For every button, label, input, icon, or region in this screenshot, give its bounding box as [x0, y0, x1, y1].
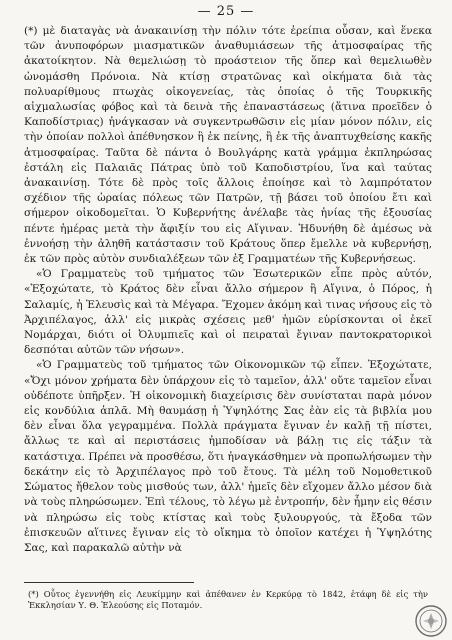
main-text: [24, 24, 432, 556]
page-number: — 25 —: [197, 4, 255, 19]
library-stamp-icon: [414, 604, 448, 638]
paragraph-1: (*) μὲ διαταγὰς νὰ ἀνακαινίσῃ τὴν πόλιν τότε ἐρείπια οὖσαν, καὶ ἕνεκα τῶν ἀνυποφόρων μιασματικῶν ἀναθυμιάσεων τῆς ἀτμοσφαίρας τῆς ἀκατοίκητον. Νὰ θεμελιώσῃ τὸ προάστειον τῆς ὅπερ καὶ θεμελιωθὲν ὠνομάσθη Πρόνοια. Νὰ κτίσῃ στρατῶνας καὶ οἰκήματα διὰ τὰς πολυαρίθμους πτωχὰς οἰκογενείας, τὰς ὁποίας ὁ τῆς Τουρκικῆς αἰχμαλωσίας φόβος καὶ τὰ δεινὰ τῆς ἐπαναστάσεως (ἅτινα προεῖδεν ὁ Καποδίστριας) ἠνάγκασαν νὰ συγκεντρωθῶσιν εἰς μίαν μόνον πόλιν, εἰς τὴν ὁποίαν πολλοὶ ἀπέθνησκον ἢ ἐκ πείνης, ἢ ἐκ τῆς ἀναπτυχθείσης κακῆς ἀτμοσφαίρας. Ταῦτα δὲ πάντα ὁ Βουλγάρης κατὰ γράμμα ἐκπληρώσας ἐστάλη εἰς Παλαιᾶς Πάτρας ὑπὸ τοῦ Καποδιστρίου, ἵνα καὶ ταύτας ἀνακαινίσῃ. Τότε δὲ πρὸς τοῖς ἄλλοις ἐποίησε καὶ τὸ λαμπρότατον σχέδιον τῆς ὡραίας πόλεως τῶν Πατρῶν, τῇ βάσει τοῦ ὁποίου ἔτι καὶ σήμερον οἰκοδομεῖται. Ὁ Κυβερνήτης ἀνέλαβε τὰς ἡνίας τῆς ἐξουσίας πέντε ἡμέρας μετὰ τὴν ἄφιξίν του εἰς Αἴγιναν. Ἠδυνήθη δὲ ἀμέσως νὰ ἐννοήσῃ τὴν ἀληθῆ κατάστασιν τοῦ Κράτους ὅπερ ἔμελλε νὰ κυβερνήσῃ, ἐκ τῶν πρὸς αὐτὸν συνδιαλέξεων τῶν ἐξ Γραμματέων τῆς Κυβερνήσεως.: [24, 25, 432, 266]
paragraph-2: «Ὁ Γραμματεὺς τοῦ τμήματος τῶν Ἐσωτερικῶν εἶπε πρὸς αὐτόν, «Ἐξοχώτατε, τὸ Κράτος δὲν εἶναι ἄλλο σήμερον ἢ Αἴγινα, ὁ Πόρος, ἡ Σαλαμίς, ἡ Ἐλευσὶς καὶ τὰ Μέγαρα. Ἔχομεν ἀκόμη καὶ τινας νήσους εἰς τὸ Ἀρχιπέλαγος, ἀλλ' εἰς μικρὰς σχέσεις μεθ' ἡμῶν εὑρίσκονται οἱ ἐκεῖ Νομάρχαι, διότι οἱ Ὀλυμπιεῖς καὶ οἱ πειραταὶ ἔγιναν παντοκρατορικοὶ δεσπόται αὐτῶν τῶν νήσων».: [24, 268, 432, 357]
paragraph-3: «Ὁ Γραμματεὺς τοῦ τμήματος τῶν Οἰκονομικῶν τῷ εἶπεν. Ἐξοχώτατε, «Ὄχι μόνον χρήματα δὲν ὑπάρχουν εἰς τὸ ταμεῖον, ἀλλ' οὔτε ταμεῖον εἶναι οὐδέποτε ὑπῆρξεν. Ἡ οἰκονομικὴ διαχείρισις δὲν συνίσταται παρὰ μόνον εἰς κονδύλια ἁπλᾶ. Μὴ θαυμάσῃ ἡ Ὑψηλότης Σας ἐὰν εἰς τὰ βιβλία μου δὲν εἶναι ὅλα γεγραμμένα. Πολλὰ πράγματα ἔγιναν ἐν καλῇ τῇ πίστει, ἄλλως τε καὶ αἱ περιστάσεις ἠμποδίσαν νὰ βάλῃ τις εἰς τάξιν τὰ κατάστιχα. Πρέπει νὰ προσθέσω, ὅτι ἠναγκάσθημεν νὰ προπωλήσωμεν τὴν δεκάτην εἰς τὸ Ἀρχιπέλαγος πρὸ τοῦ ἔτους. Τὰ μέλη τοῦ Νομοθετικοῦ Σώματος ἤθελον τοὺς μισθούς των, ἀλλ' ἡμεῖς δὲν εἴχομεν ἄλλο μέσον διὰ νὰ τοὺς πληρώσωμεν. Ἐπὶ τέλους, τὸ λέγω μὲ ἐντροπήν, δὲν ἦμην εἰς θέσιν νὰ πληρώσω εἰς τοὺς κτίστας καὶ τοὺς ξυλουργούς, τὰ ἔξοδα τῶν ἐπισκευῶν αἵτινες ἔγιναν εἰς τὸ οἴκημα τὸ ὁποῖον κατέχει ἡ Ὑψηλότης Σας, καὶ παρακαλῶ αὐτὴν νὰ: [24, 359, 432, 554]
footnote: [28, 589, 428, 611]
footnote-divider: [24, 582, 194, 583]
footnote-text: (*) Οὗτος ἐγεννήθη εἰς Λευκίμμην καὶ ἀπέθανεν ἐν Κερκύρᾳ τὸ 1842, ἐτάφη δὲ εἰς τὴν Ἐκκλησίαν Υ. Θ. Ἐλεούσης εἰς Ποταμόν.: [28, 589, 428, 610]
